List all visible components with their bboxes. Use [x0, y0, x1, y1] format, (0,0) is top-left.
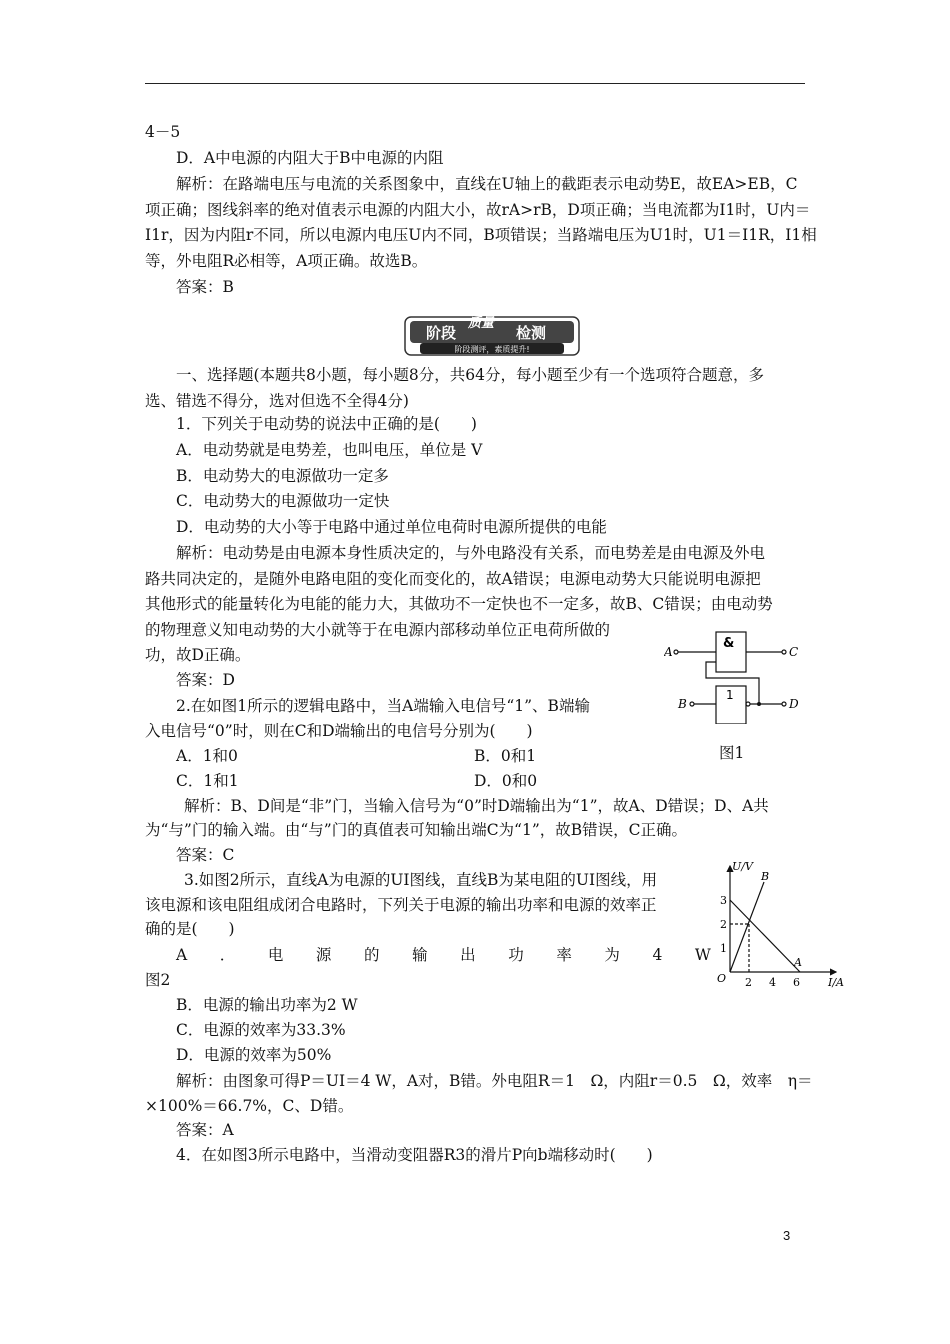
answer-line: 答案：C	[176, 846, 235, 864]
option-d: D．电源的效率为50%	[176, 1046, 332, 1064]
option-a-spread	[176, 945, 711, 965]
question-3-cont: 确的是( )	[145, 920, 235, 938]
option-a-char: 功	[508, 946, 524, 964]
line-a-label: A	[794, 956, 802, 969]
terminal-d-label: D	[789, 697, 799, 711]
question-2-cont: 入电信号“0”时，则在C和D端输出的电信号分别为( )	[145, 722, 533, 740]
banner-title-right: 检测	[516, 324, 547, 342]
option-c: C．1和1	[176, 772, 239, 790]
analysis-line: 为“与”门的输入端。由“与”门的真值表可知输出端C为“1”，故B错误，C正确。	[145, 821, 688, 839]
analysis-line: 解析：B、D间是“非”门，当输入信号为“0”时D端输出为“1”，故A、D错误；D、A共	[184, 797, 769, 815]
analysis-line: 路共同决定的，是随外电路电阻的变化而变化的，故A错误；电源电动势大只能说明电源把	[145, 570, 761, 588]
option-a-char: 输	[412, 946, 428, 964]
figure-2-caption: 图2	[145, 971, 171, 989]
question-3-cont: 该电源和该电阻组成闭合电路时，下列关于电源的输出功率和电源的效率正	[145, 896, 657, 914]
y-tick-label: 3	[720, 894, 727, 907]
option-a-char: 的	[364, 946, 380, 964]
banner-title-left: 阶段	[426, 324, 457, 342]
y-axis-label: U/V	[732, 860, 753, 873]
analysis-line: I1r，因为内阻r不同，所以电源内电压U内不同，B项错误；当路端电压为U1时，U1＝I1R，I1相	[145, 226, 817, 244]
analysis-line: 项正确；图线斜率的绝对值表示电源的内阻大小，故rA>rB，D项正确；当电流都为I1时，U内＝	[145, 201, 811, 219]
option-d: D．0和0	[474, 772, 538, 790]
header-rule	[145, 83, 805, 84]
banner-subtitle: 阶段测评，素质提升!	[454, 345, 530, 354]
option-d: D．A中电源的内阻大于B中电源的内阻	[176, 149, 444, 167]
x-tick-label: 2	[745, 976, 752, 989]
section-heading: 一、选择题(本题共8小题，每小题8分，共64分，每小题至少有一个选项符合题意，多	[176, 366, 764, 384]
option-a: A．1和0	[176, 747, 238, 765]
analysis-line: 功，故D正确。	[145, 646, 251, 664]
answer-line: 答案：B	[176, 278, 234, 296]
option-c: C．电动势大的电源做功一定快	[176, 492, 390, 510]
analysis-line: 等，外电阻R必相等，A项正确。故选B。	[145, 252, 428, 270]
answer-line: 答案：A	[176, 1121, 234, 1139]
answer-line: 答案：D	[176, 671, 235, 689]
text-line: 4－5	[145, 123, 181, 141]
logic-circuit-figure	[664, 628, 800, 724]
not-gate-symbol: 1	[726, 688, 734, 702]
analysis-line: 其他形式的能量转化为电能的能力大，其做功不一定快也不一定多，故B、C错误；由电动势	[145, 595, 773, 613]
question-3: 3.如图2所示，直线A为电源的UI图线，直线B为某电阻的UI图线，用	[184, 871, 658, 889]
analysis-line: 解析：在路端电压与电流的关系图象中，直线在U轴上的截距表示电动势E，故EA>EB，C	[176, 175, 798, 193]
line-b-label: B	[761, 870, 770, 883]
option-a-char: 为	[604, 946, 620, 964]
option-a: A．电动势就是电势差，也叫电压，单位是 V	[176, 441, 483, 459]
option-b: B．0和1	[474, 747, 537, 765]
question-1: 1．下列关于电动势的说法中正确的是( )	[176, 415, 477, 433]
question-4: 4．在如图3所示电路中，当滑动变阻器R3的滑片P向b端移动时( )	[176, 1146, 653, 1164]
x-axis-label: I/A	[828, 976, 844, 989]
analysis-line: 的物理意义知电动势的大小就等于在电源内部移动单位正电荷所做的	[145, 621, 611, 639]
y-tick-label: 1	[720, 942, 727, 955]
page-number: 3	[783, 1228, 791, 1243]
analysis-line: 解析：由图象可得P＝UI＝4 W，A对，B错。外电阻R＝1 Ω，内阻r＝0.5 Ω，效率 η＝	[176, 1072, 813, 1090]
option-a-char: A	[176, 946, 188, 964]
option-b: B．电源的输出功率为2 W	[176, 996, 358, 1014]
ui-graph-figure	[712, 860, 850, 992]
option-a-char: 4	[652, 946, 663, 964]
option-a-char: ．	[219, 946, 236, 964]
banner-title-top: 质量	[468, 316, 495, 331]
figure-1-caption: 图1	[719, 744, 745, 762]
option-a-char: 率	[556, 946, 572, 964]
section-heading-cont: 选、错选不得分，选对但选不全得4分)	[145, 392, 409, 410]
question-2: 2.在如图1所示的逻辑电路中，当A端输入电信号“1”、B端输	[176, 697, 590, 715]
option-c: C．电源的效率为33.3%	[176, 1021, 346, 1039]
y-tick-label: 2	[720, 918, 727, 931]
option-d: D．电动势的大小等于电路中通过单位电荷时电源所提供的电能	[176, 518, 607, 536]
x-tick-label: 4	[769, 976, 776, 989]
terminal-a-label: A	[664, 645, 673, 659]
option-a-char: 出	[460, 946, 476, 964]
x-tick-label: 6	[793, 976, 800, 989]
option-a-char: 电	[267, 946, 284, 964]
origin-label: O	[717, 972, 727, 985]
option-a-char: W	[694, 946, 711, 964]
terminal-c-label: C	[789, 645, 799, 659]
option-a-char: 源	[315, 946, 332, 964]
option-b: B．电动势大的电源做功一定多	[176, 467, 389, 485]
terminal-b-label: B	[678, 697, 687, 711]
and-gate-symbol: &	[723, 636, 735, 651]
analysis-line: ×100%＝66.7%，C、D错。	[145, 1097, 354, 1115]
analysis-line: 解析：电动势是由电源本身性质决定的，与外电路没有关系，而电势差是由电源及外电	[176, 544, 766, 562]
section-banner	[404, 313, 580, 357]
